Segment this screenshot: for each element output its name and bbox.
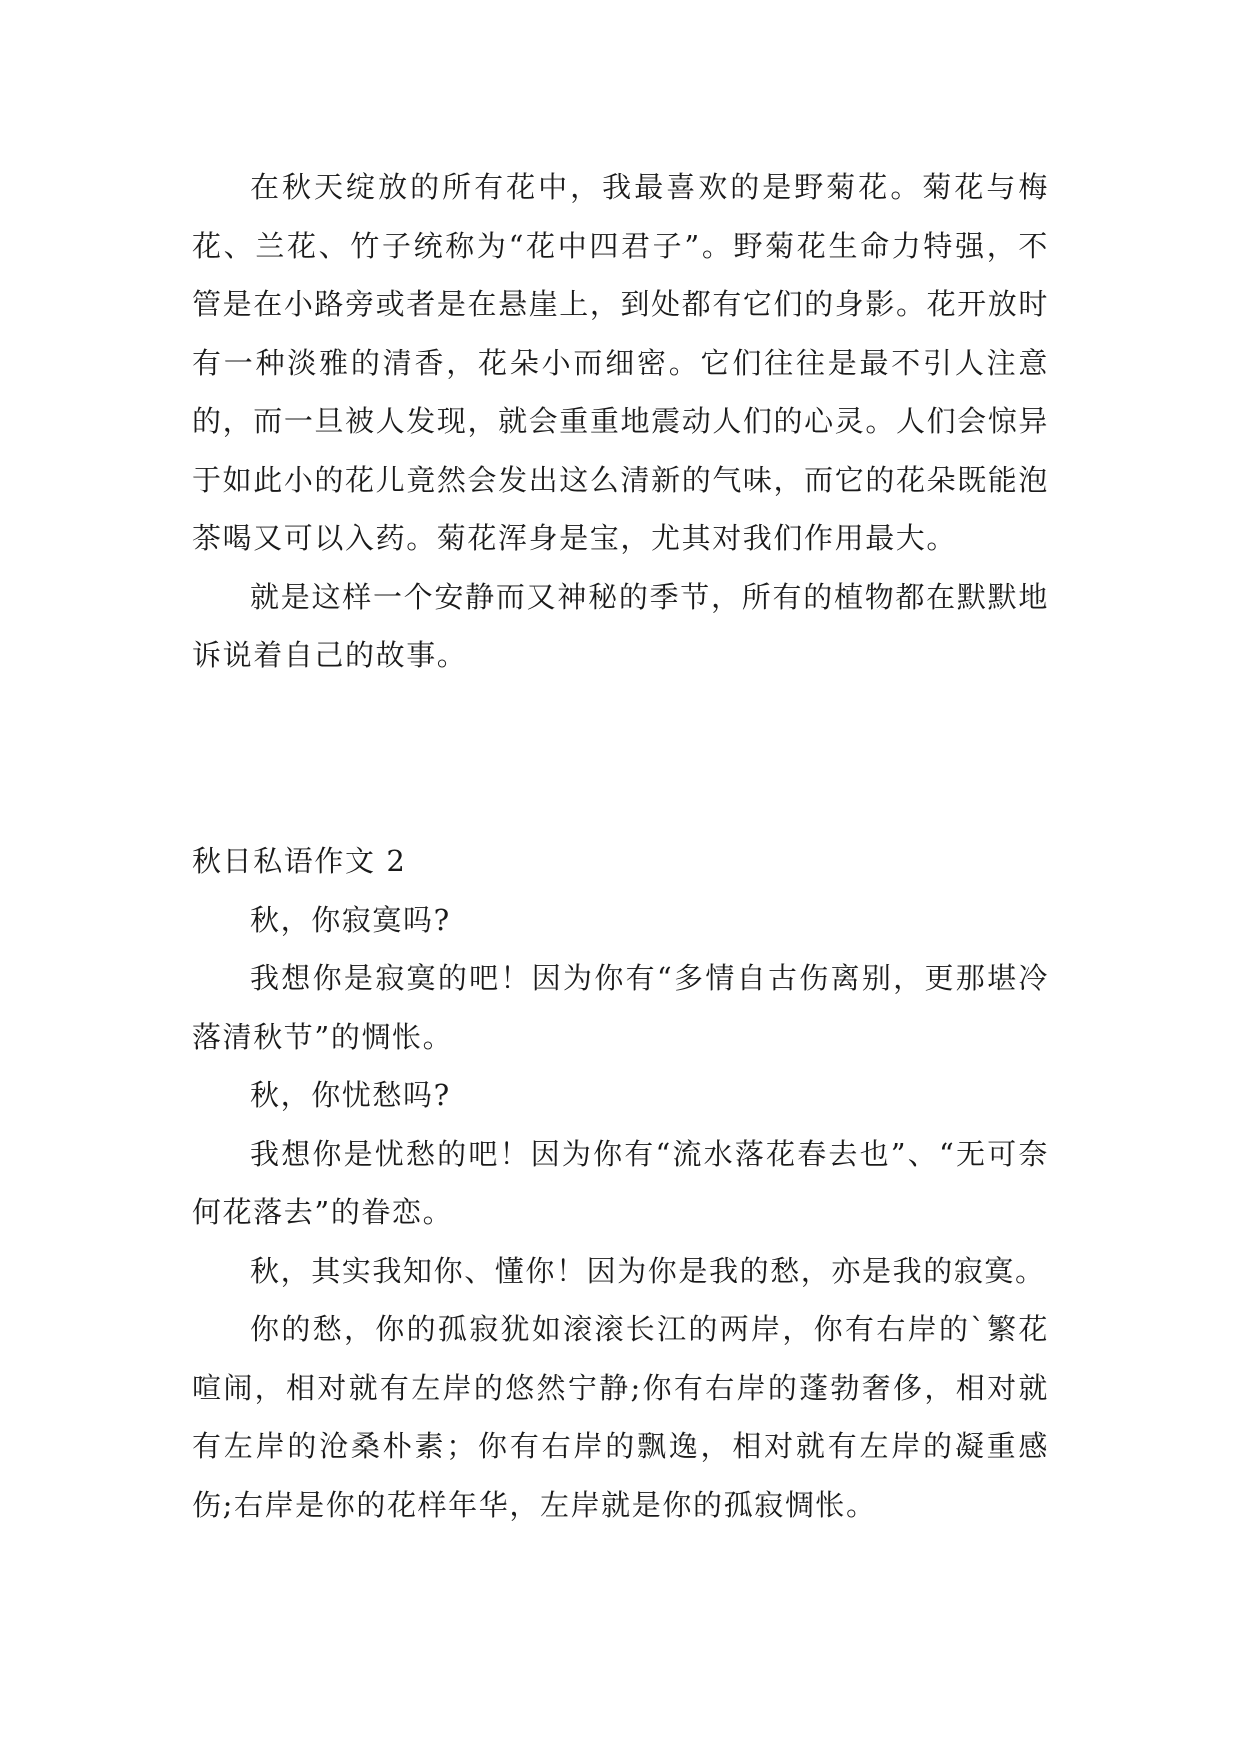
paragraph: 秋，你寂寞吗?: [250, 902, 451, 937]
essay-title: 秋日私语作文 2: [192, 844, 407, 878]
paragraph: 秋，你忧愁吗?: [250, 1078, 451, 1112]
paragraph: 就是这样一个安静而又神秘的季节，所有的植物都在默默地诉说着自己的故事。: [192, 579, 1049, 672]
paragraph: 我想你是忧愁的吧！因为你有“流水落花春去也”、“无可奈何花落去”的眷恋。: [192, 1136, 1049, 1229]
essay-section-1: [192, 158, 1049, 685]
paragraph: 我想你是寂寞的吧！因为你有“多情自古伤离别，更那堪冷落清秋节”的惆怅。: [192, 961, 1049, 1054]
paragraph: 你的愁，你的孤寂犹如滚滚长江的两岸，你有右岸的`繁花喧闹，相对就有左岸的悠然宁静;你有右岸的蓬勃奢侈，相对就有左岸的沧桑朴素；你有右岸的飘逸，相对就有左岸的凝重感伤;右岸是你的花样年华，左岸就是你的孤寂惆怅。: [192, 1312, 1049, 1522]
paragraph: 秋，其实我知你、懂你！因为你是我的愁，亦是我的寂寞。: [250, 1253, 1046, 1288]
paragraph: 在秋天绽放的所有花中，我最喜欢的是野菊花。菊花与梅花、兰花、竹子统称为“花中四君子”。野菊花生命力特强，不管是在小路旁或者是在悬崖上，到处都有它们的身影。花开放时有一种淡雅的清香，花朵小而细密。它们往往是最不引人注意的，而一旦被人发现，就会重重地震动人们的心灵。人们会惊异于如此小的花儿竟然会发出这么清新的气味，而它的花朵既能泡茶喝又可以入药。菊花浑身是宝，尤其对我们作用最大。: [192, 170, 1049, 555]
essay-section-2: [192, 832, 1049, 1534]
